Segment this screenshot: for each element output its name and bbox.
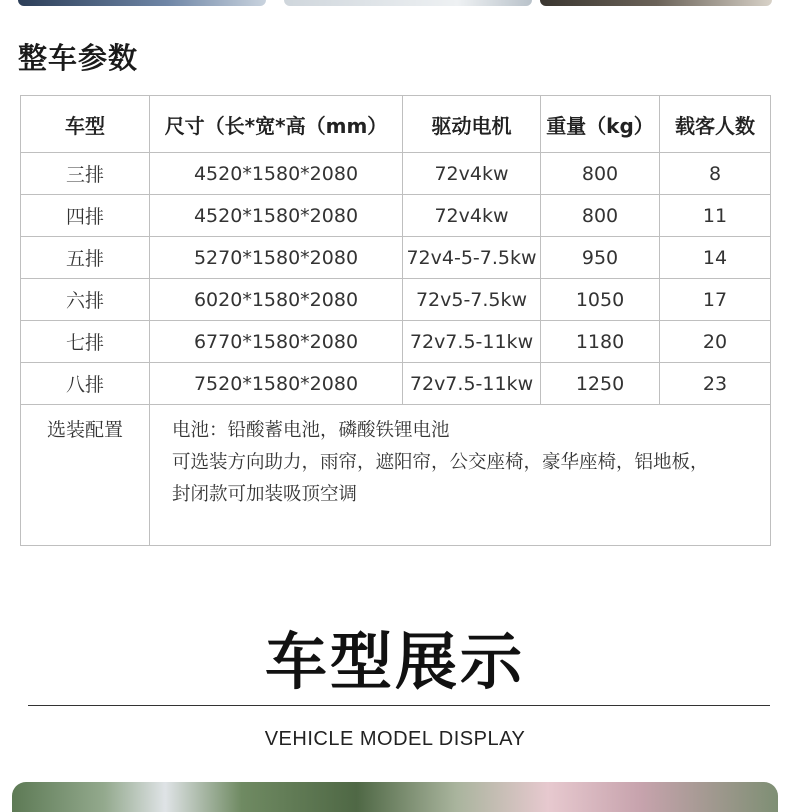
options-text <box>150 405 771 546</box>
cell-passengers: 14 <box>660 237 771 279</box>
cell-motor: 72v7.5-11kw <box>403 321 541 363</box>
table-row <box>21 279 771 321</box>
options-row <box>21 405 771 546</box>
cell-passengers: 17 <box>660 279 771 321</box>
cell-dimensions: 6770*1580*2080 <box>150 321 403 363</box>
table-row <box>21 363 771 405</box>
cell-motor: 72v4-5-7.5kw <box>403 237 541 279</box>
cell-motor: 72v5-7.5kw <box>403 279 541 321</box>
cell-passengers: 23 <box>660 363 771 405</box>
cell-dimensions: 4520*1580*2080 <box>150 153 403 195</box>
vehicle-photo-3 <box>540 0 772 6</box>
cell-motor: 72v4kw <box>403 195 541 237</box>
cell-motor: 72v7.5-11kw <box>403 363 541 405</box>
options-line-accessories: 可选装方向助力，雨帘，遮阳帘，公交座椅，豪华座椅，铝地板， <box>172 452 709 473</box>
cell-model: 八排 <box>21 363 150 405</box>
cell-passengers: 20 <box>660 321 771 363</box>
table-row <box>21 153 771 195</box>
table-row <box>21 237 771 279</box>
cell-passengers: 11 <box>660 195 771 237</box>
cell-model: 六排 <box>21 279 150 321</box>
header-passengers: 载客人数 <box>660 96 771 153</box>
cell-weight: 800 <box>541 195 660 237</box>
cell-weight: 1250 <box>541 363 660 405</box>
table-header-row <box>21 96 771 153</box>
cell-dimensions: 6020*1580*2080 <box>150 279 403 321</box>
top-photo-strip <box>0 0 790 6</box>
table-row <box>21 195 771 237</box>
cell-model: 四排 <box>21 195 150 237</box>
cell-weight: 800 <box>541 153 660 195</box>
header-motor: 驱动电机 <box>403 96 541 153</box>
header-weight: 重量（kg） <box>541 96 660 153</box>
vehicle-photo-1 <box>18 0 266 6</box>
cell-model: 七排 <box>21 321 150 363</box>
options-label: 选装配置 <box>21 405 150 546</box>
cell-motor: 72v4kw <box>403 153 541 195</box>
vehicle-photo-2 <box>284 0 532 6</box>
divider-line <box>28 705 770 706</box>
cell-passengers: 8 <box>660 153 771 195</box>
cell-model: 三排 <box>21 153 150 195</box>
options-line-aircon: 封闭款可加装吸顶空调 <box>172 484 358 505</box>
cell-dimensions: 7520*1580*2080 <box>150 363 403 405</box>
cell-model: 五排 <box>21 237 150 279</box>
header-dimensions: 尺寸（长*宽*高（mm） <box>150 96 403 153</box>
cell-dimensions: 5270*1580*2080 <box>150 237 403 279</box>
cell-weight: 950 <box>541 237 660 279</box>
vehicle-display-photo <box>12 782 778 812</box>
table-row <box>21 321 771 363</box>
cell-dimensions: 4520*1580*2080 <box>150 195 403 237</box>
cell-weight: 1050 <box>541 279 660 321</box>
section-title: 整车参数 <box>18 41 139 75</box>
header-model: 车型 <box>21 96 150 153</box>
options-line-battery: 电池：铅酸蓄电池，磷酸铁锂电池 <box>172 420 450 441</box>
specs-table <box>20 95 771 546</box>
display-title: 车型展示 <box>264 625 525 698</box>
display-subtitle: VEHICLE MODEL DISPLAY <box>264 728 526 750</box>
cell-weight: 1180 <box>541 321 660 363</box>
